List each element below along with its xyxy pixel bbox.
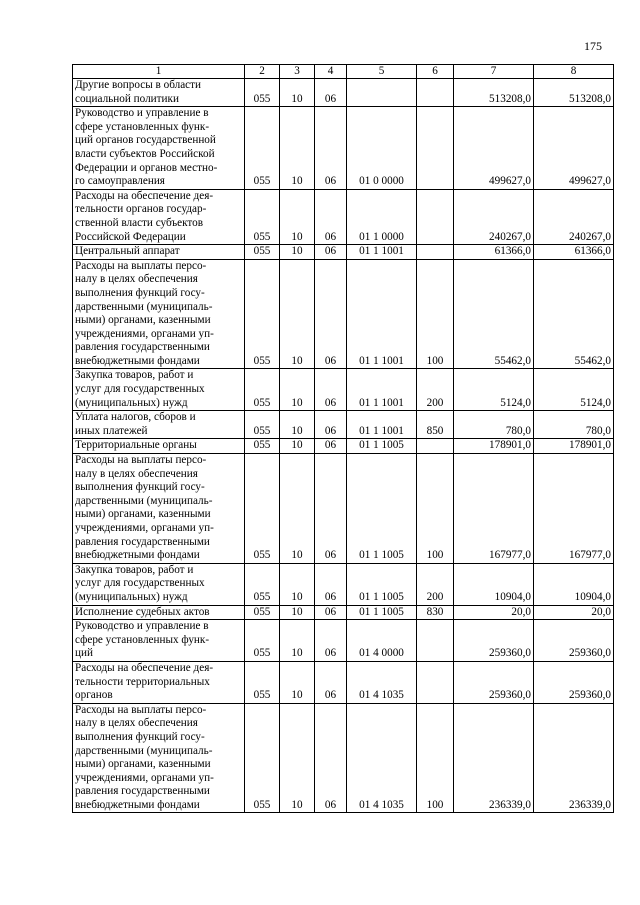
row-col-5: 01 1 1001	[347, 259, 417, 369]
description-line: ными) органами, казенными	[75, 508, 211, 521]
row-col-2: 055	[245, 411, 280, 439]
description-line: сфере установленных функ-	[75, 633, 210, 646]
description-line: Расходы на выплаты персо-	[75, 703, 207, 716]
row-col-3: 10	[280, 620, 315, 662]
row-col-7: 240267,0	[454, 189, 534, 244]
row-col-3: 10	[280, 79, 315, 107]
description-line: учреждениями, органами уп-	[75, 327, 214, 340]
description-line: налу в целях обеспечения	[75, 467, 198, 480]
row-col-5: 01 4 0000	[347, 620, 417, 662]
row-col-6: 830	[417, 605, 454, 620]
description-line: социальной политики	[75, 92, 179, 105]
row-col-5: 01 1 1005	[347, 454, 417, 564]
row-col-4: 06	[315, 411, 347, 439]
row-col-6: 100	[417, 454, 454, 564]
description-line: ными) органами, казенными	[75, 758, 211, 771]
row-col-4: 06	[315, 703, 347, 813]
description-line: тельности органов государ-	[75, 203, 207, 216]
row-col-7: 20,0	[454, 605, 534, 620]
table-row	[73, 107, 614, 190]
header-col-4: 4	[315, 65, 347, 79]
row-col-4: 06	[315, 605, 347, 620]
row-col-6: 850	[417, 411, 454, 439]
row-description	[73, 189, 245, 244]
description-line: Расходы на обеспечение дея-	[75, 189, 214, 202]
table-row	[73, 563, 614, 605]
table-row	[73, 454, 614, 564]
description-line: Закупка товаров, работ и	[75, 369, 194, 382]
row-col-7: 178901,0	[454, 439, 534, 454]
row-description	[73, 661, 245, 703]
description-line: внебюджетными фондами	[75, 354, 200, 367]
description-line: Исполнение судебных актов	[75, 605, 210, 618]
row-col-7: 499627,0	[454, 107, 534, 190]
row-col-8: 513208,0	[534, 79, 614, 107]
row-col-2: 055	[245, 620, 280, 662]
row-description	[73, 107, 245, 190]
row-col-7: 5124,0	[454, 369, 534, 411]
row-col-7: 236339,0	[454, 703, 534, 813]
table-row	[73, 411, 614, 439]
table-row	[73, 605, 614, 620]
row-col-8: 61366,0	[534, 245, 614, 260]
description-line: Расходы на выплаты персо-	[75, 454, 207, 467]
row-col-4: 06	[315, 369, 347, 411]
row-col-6: 200	[417, 563, 454, 605]
row-description	[73, 605, 245, 620]
row-col-2: 055	[245, 661, 280, 703]
header-row	[73, 65, 614, 79]
row-col-4: 06	[315, 661, 347, 703]
row-col-6: 100	[417, 703, 454, 813]
row-description	[73, 439, 245, 454]
row-col-8: 780,0	[534, 411, 614, 439]
row-col-2: 055	[245, 107, 280, 190]
row-col-6	[417, 439, 454, 454]
description-line: органов	[75, 689, 113, 702]
table-row	[73, 620, 614, 662]
description-line: учреждениями, органами уп-	[75, 522, 214, 534]
row-col-5: 01 4 1035	[347, 703, 417, 813]
row-col-5: 01 0 0000	[347, 107, 417, 190]
row-col-3: 10	[280, 439, 315, 454]
row-col-3: 10	[280, 189, 315, 244]
row-description	[73, 563, 245, 605]
row-col-4: 06	[315, 563, 347, 605]
description-line: тельности территориальных	[75, 675, 210, 688]
row-col-4: 06	[315, 454, 347, 564]
description-line: дарственными (муниципаль-	[75, 300, 213, 313]
row-col-8: 5124,0	[534, 369, 614, 411]
row-col-3: 10	[280, 259, 315, 369]
description-line: налу в целях обеспечения	[75, 273, 198, 286]
table-row	[73, 703, 614, 813]
row-col-6	[417, 189, 454, 244]
table-body	[73, 79, 614, 813]
header-col-6: 6	[417, 65, 454, 79]
description-line: Уплата налогов, сборов и	[75, 411, 196, 424]
row-col-4: 06	[315, 620, 347, 662]
row-col-4: 06	[315, 245, 347, 260]
description-line: ций	[75, 647, 93, 660]
row-col-2: 055	[245, 454, 280, 564]
row-col-5: 01 1 1001	[347, 411, 417, 439]
description-line: выполнения функций госу-	[75, 481, 205, 494]
header-col-1: 1	[73, 65, 245, 79]
row-col-7: 780,0	[454, 411, 534, 439]
row-col-8: 20,0	[534, 605, 614, 620]
row-description	[73, 620, 245, 662]
description-line: учреждениями, органами уп-	[75, 771, 214, 784]
row-col-4: 06	[315, 189, 347, 244]
row-col-6	[417, 107, 454, 190]
row-col-7: 259360,0	[454, 661, 534, 703]
description-line: Руководство и управление в	[75, 107, 209, 120]
table-row	[73, 661, 614, 703]
row-col-5: 01 1 1001	[347, 245, 417, 260]
row-col-6: 200	[417, 369, 454, 411]
row-col-7: 167977,0	[454, 454, 534, 564]
description-line: (муниципальных) нужд	[75, 590, 188, 603]
description-line: равления государственными	[75, 535, 210, 548]
row-col-2: 055	[245, 369, 280, 411]
row-description	[73, 79, 245, 107]
table-row	[73, 369, 614, 411]
row-col-3: 10	[280, 245, 315, 260]
description-line: сфере установленных функ-	[75, 120, 210, 133]
row-description	[73, 245, 245, 260]
row-col-5	[347, 79, 417, 107]
description-line: услуг для государственных	[75, 577, 205, 590]
row-col-3: 10	[280, 661, 315, 703]
header-col-8: 8	[534, 65, 614, 79]
header-col-5: 5	[347, 65, 417, 79]
description-line: Расходы на выплаты персо-	[75, 259, 207, 272]
row-col-5: 01 4 1035	[347, 661, 417, 703]
row-description	[73, 703, 245, 813]
row-col-8: 178901,0	[534, 439, 614, 454]
row-col-7: 61366,0	[454, 245, 534, 260]
row-col-5: 01 1 1005	[347, 439, 417, 454]
row-col-3: 10	[280, 411, 315, 439]
header-col-7: 7	[454, 65, 534, 79]
row-col-3: 10	[280, 703, 315, 813]
row-col-7: 259360,0	[454, 620, 534, 662]
row-col-6: 100	[417, 259, 454, 369]
row-col-2: 055	[245, 189, 280, 244]
budget-table	[72, 64, 614, 813]
row-col-4: 06	[315, 259, 347, 369]
description-line: ций органов государственной	[75, 134, 216, 147]
table-row	[73, 259, 614, 369]
description-line: го самоуправления	[75, 175, 165, 188]
description-line: Центральный аппарат	[75, 245, 180, 258]
row-col-5: 01 1 0000	[347, 189, 417, 244]
header-col-3: 3	[280, 65, 315, 79]
description-line: налу в целях обеспечения	[75, 717, 198, 730]
row-col-6	[417, 661, 454, 703]
description-line: дарственными (муниципаль-	[75, 494, 213, 507]
description-line: ственной власти субъектов	[75, 216, 204, 229]
description-line: Руководство и управление в	[75, 620, 209, 633]
row-col-8: 259360,0	[534, 620, 614, 662]
row-col-6	[417, 245, 454, 260]
description-line: дарственными (муниципаль-	[75, 744, 213, 757]
description-line: Российской Федерации	[75, 230, 186, 243]
row-col-8: 167977,0	[534, 454, 614, 564]
row-col-2: 055	[245, 703, 280, 813]
row-col-8: 499627,0	[534, 107, 614, 190]
row-col-2: 055	[245, 439, 280, 454]
description-line: выполнения функций госу-	[75, 730, 205, 743]
row-col-3: 10	[280, 369, 315, 411]
page-number: 175	[584, 39, 602, 53]
row-col-3: 10	[280, 605, 315, 620]
row-col-4: 06	[315, 439, 347, 454]
row-col-4: 06	[315, 79, 347, 107]
description-line: власти субъектов Российской	[75, 147, 215, 160]
description-line: внебюджетными фондами	[75, 549, 200, 562]
row-col-2: 055	[245, 79, 280, 107]
row-col-2: 055	[245, 563, 280, 605]
description-line: услуг для государственных	[75, 383, 205, 396]
table-row	[73, 245, 614, 260]
row-col-8: 259360,0	[534, 661, 614, 703]
description-line: Закупка товаров, работ и	[75, 563, 194, 576]
description-line: выполнения функций госу-	[75, 286, 205, 299]
description-line: Другие вопросы в области	[75, 79, 202, 91]
table-row	[73, 79, 614, 107]
row-col-8: 10904,0	[534, 563, 614, 605]
description-line: Федерации и органов местно-	[75, 161, 218, 174]
row-col-8: 240267,0	[534, 189, 614, 244]
row-description	[73, 454, 245, 564]
row-col-2: 055	[245, 245, 280, 260]
row-col-8: 236339,0	[534, 703, 614, 813]
row-description	[73, 411, 245, 439]
description-line: Расходы на обеспечение дея-	[75, 661, 214, 674]
row-col-7: 513208,0	[454, 79, 534, 107]
row-col-5: 01 1 1005	[347, 563, 417, 605]
description-line: внебюджетными фондами	[75, 798, 200, 811]
description-line: ными) органами, казенными	[75, 314, 211, 327]
description-line: иных платежей	[75, 424, 148, 437]
row-description	[73, 259, 245, 369]
row-col-3: 10	[280, 107, 315, 190]
description-line: Территориальные органы	[75, 439, 197, 452]
row-col-7: 55462,0	[454, 259, 534, 369]
row-col-6	[417, 620, 454, 662]
row-description	[73, 369, 245, 411]
row-col-6	[417, 79, 454, 107]
row-col-5: 01 1 1005	[347, 605, 417, 620]
row-col-3: 10	[280, 563, 315, 605]
row-col-8: 55462,0	[534, 259, 614, 369]
row-col-2: 055	[245, 259, 280, 369]
row-col-5: 01 1 1001	[347, 369, 417, 411]
row-col-7: 10904,0	[454, 563, 534, 605]
header-col-2: 2	[245, 65, 280, 79]
description-line: (муниципальных) нужд	[75, 396, 188, 409]
table-row	[73, 189, 614, 244]
description-line: равления государственными	[75, 785, 210, 798]
description-line: равления государственными	[75, 341, 210, 354]
row-col-2: 055	[245, 605, 280, 620]
row-col-3: 10	[280, 454, 315, 564]
table-row	[73, 439, 614, 454]
row-col-4: 06	[315, 107, 347, 190]
